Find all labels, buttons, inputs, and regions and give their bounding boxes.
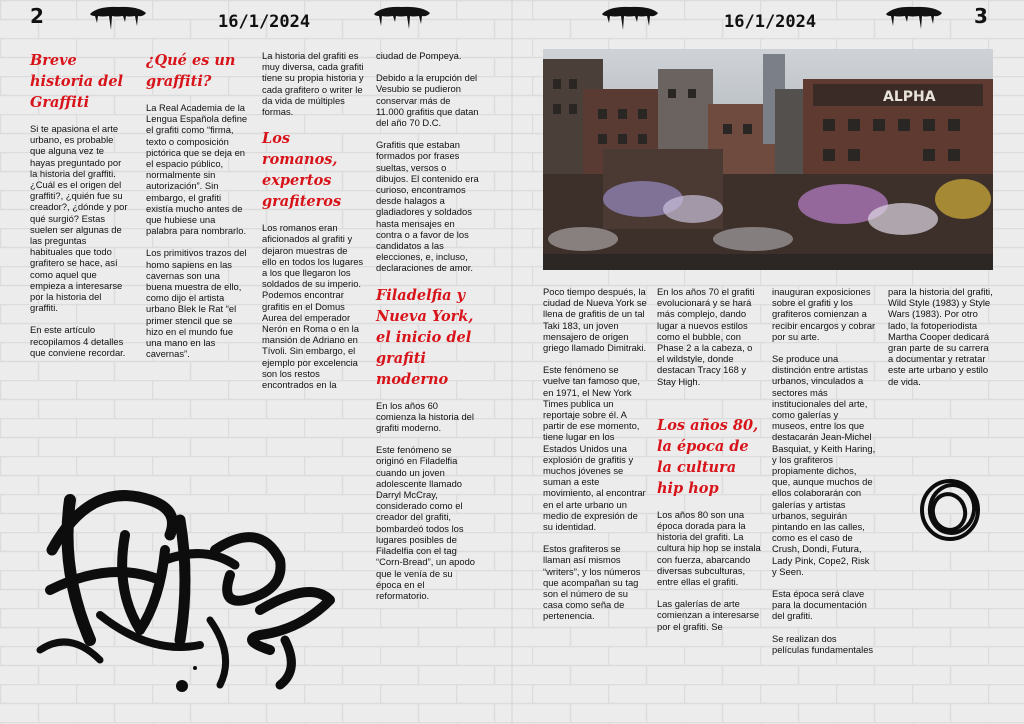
left-page-number: 2 <box>30 4 44 28</box>
article-column-6 <box>657 286 761 643</box>
body-paragraph: Estos grafiteros se llaman así mismos “writers”, y los números que acompañan su tag son el número de su casa como seña de pertenencia. <box>543 543 641 622</box>
body-paragraph: Las galerías de arte comienzan a interesarse por el grafiti. Se <box>657 598 760 632</box>
body-paragraph: Grafitis que estaban formados por frases sueltas, versos o dibujos. El contenido era curioso, encontramos desde halagos a gladiadores y soldados hasta mensajes en contra o a favor de los candidatos a las elecciones, e, incluso, declaraciones de amor. <box>376 139 479 274</box>
article-column-1 <box>30 50 130 369</box>
body-paragraph: inauguran exposiciones sobre el grafiti y los grafiteros comienzan a recibir encargos y cobrar por su arte. <box>772 286 876 342</box>
paint-drip-decoration <box>88 4 148 32</box>
body-paragraph: Poco tiempo después, la ciudad de Nueva York se llena de grafitis de un tal Taki 183, un joven mensajero de origen griego llamado Dimitraki. <box>543 286 647 354</box>
body-paragraph: Los primitivos trazos del homo sapiens en las cavernas son una buena muestra de ello, como dijo el artista urbano Blek le Rat “el primer stencil que se hizo en el mundo fue una mano en las cavernas”. <box>146 247 247 360</box>
paint-drip-decoration <box>372 4 432 32</box>
body-paragraph: La historia del grafiti es muy diversa, cada grafiti tiene su propia historia y cada grafitero o writer le da vida de múltiples formas. <box>262 50 364 118</box>
photo-graffiti-rooftops <box>543 49 993 270</box>
body-paragraph: Se realizan dos películas fundamentales <box>772 632 874 655</box>
article-column-4 <box>376 50 480 612</box>
right-page-number: 3 <box>974 4 988 28</box>
body-paragraph: En los años 60 comienza la historia del grafiti moderno. <box>376 399 474 434</box>
body-paragraph: Esta época será clave para la documentación del grafiti. <box>772 588 867 622</box>
body-paragraph: Los años 80 son una época dorada para la historia del grafiti. La cultura hip hop se instala con fuerza, abarcando diversas subculturas, entre ellas el grafiti. <box>657 508 761 588</box>
body-paragraph: Se produce una distinción entre artistas urbanos, vinculados a sectores más institucionales del arte, como galerías y museos, entre los que destacarán Jean-Michel Basquiat, y Keith Haring, y los grafiteros propiamente dichos, que, aunque muchos de ellos colaborarán con galerías y artistas urbanos, seguirán pintando en las calles, como es el caso de Crush, Dondi, Futura, Lady Pink, Cope2, Risk y Seen. <box>772 353 876 577</box>
body-paragraph: ciudad de Pompeya. <box>376 50 462 61</box>
photo-sign-text: ALPHA <box>883 89 936 105</box>
graffiti-tag-artwork <box>30 440 360 700</box>
article-column-3 <box>262 50 364 401</box>
section-heading: Los romanos, expertos grafiteros <box>262 130 342 211</box>
scribble-circle-decoration <box>912 470 990 550</box>
right-date: 16/1/2024 <box>724 12 817 32</box>
paint-drip-decoration <box>600 4 660 32</box>
article-column-8 <box>888 286 994 398</box>
left-date: 16/1/2024 <box>218 12 311 32</box>
paint-drip-decoration <box>884 4 944 32</box>
body-paragraph: Este fenómeno se vuelve tan famoso que, en 1971, el New York Times publica un reportaje sobre él. A partir de ese momento, tiene lugar en los Estados Unidos una explosión de grafitis y muchos jóvenes se suman a este movimiento, al encontrar en el arte urbano un medio de expresión de su identidad. <box>543 364 646 533</box>
body-paragraph: Este fenómeno se originó en Filadelfia cuando un joven adolescente llamado Darryl McCray, considerado como el creador del grafiti, bombardeó todos los lugares posibles de Filadelfia con el tag “Corn-Bread”, un apodo que le venía de su época en el reformatorio. <box>376 444 476 601</box>
body-paragraph: En este artículo recopilamos 4 detalles que conviene recordar. <box>30 324 126 358</box>
article-column-2 <box>146 50 248 370</box>
section-heading: Breve historia del Graffiti <box>30 52 124 111</box>
body-paragraph: Si te apasiona el arte urbano, es probable que alguna vez te hayas preguntado por la historia del graffiti. ¿Cuál es el origen del graffiti?, ¿quién fue su creador?, ¿dónde y por qué surgió? Estas suelen ser algunas de las preguntas habituales que todo grafitero se hace, así como aquel que empieza a interesarse por la historia del graffiti. <box>30 123 128 314</box>
section-heading: Filadelfia y Nueva York, el inicio del grafiti moderno <box>376 286 474 388</box>
section-heading: Los años 80, la época de la cultura hip hop <box>657 416 759 497</box>
section-heading: ¿Qué es un graffiti? <box>146 52 236 90</box>
article-column-5 <box>543 286 647 633</box>
body-paragraph: La Real Academia de la Lengua Española define el grafiti como “firma, texto o composición pictórica que se deja en el espacio público, normalmente sin autorización”. Sin embargo, el grafiti existía mucho antes de que hubiese una palabra para nombrarlo. <box>146 102 248 237</box>
body-paragraph: Los romanos eran aficionados al grafiti y dejaron muestras de ello en todos los lugares a los que llegaron los soldados de su imperio. Podemos encontrar grafitis en el Domus Aurea del emperador Nerón en Roma o en la mansión de Adriano en Tívoli. Sin embargo, el ejemplo por excelencia son los restos encontrados en la <box>262 222 364 391</box>
body-paragraph: para la historia del grafiti, Wild Style (1983) y Style Wars (1983). Por otro lado, la fotoperiodista Martha Cooper dedicará gran parte de su carrera a documentar y retratar este arte urbano y estilo de vida. <box>888 286 993 387</box>
article-column-7 <box>772 286 876 666</box>
cityscape-illustration <box>543 49 993 270</box>
body-paragraph: En los años 70 el grafiti evolucionará y se hará más complejo, dando lugar a nuevos estilos como el bubble, con Phase 2 a la cabeza, o el wildstyle, donde destacan Tracy 168 y Stay High. <box>657 286 755 387</box>
body-paragraph: Debido a la erupción del Vesubio se pudieron conservar más de 11.000 grafitis que datan del año 70 D.C. <box>376 72 479 129</box>
